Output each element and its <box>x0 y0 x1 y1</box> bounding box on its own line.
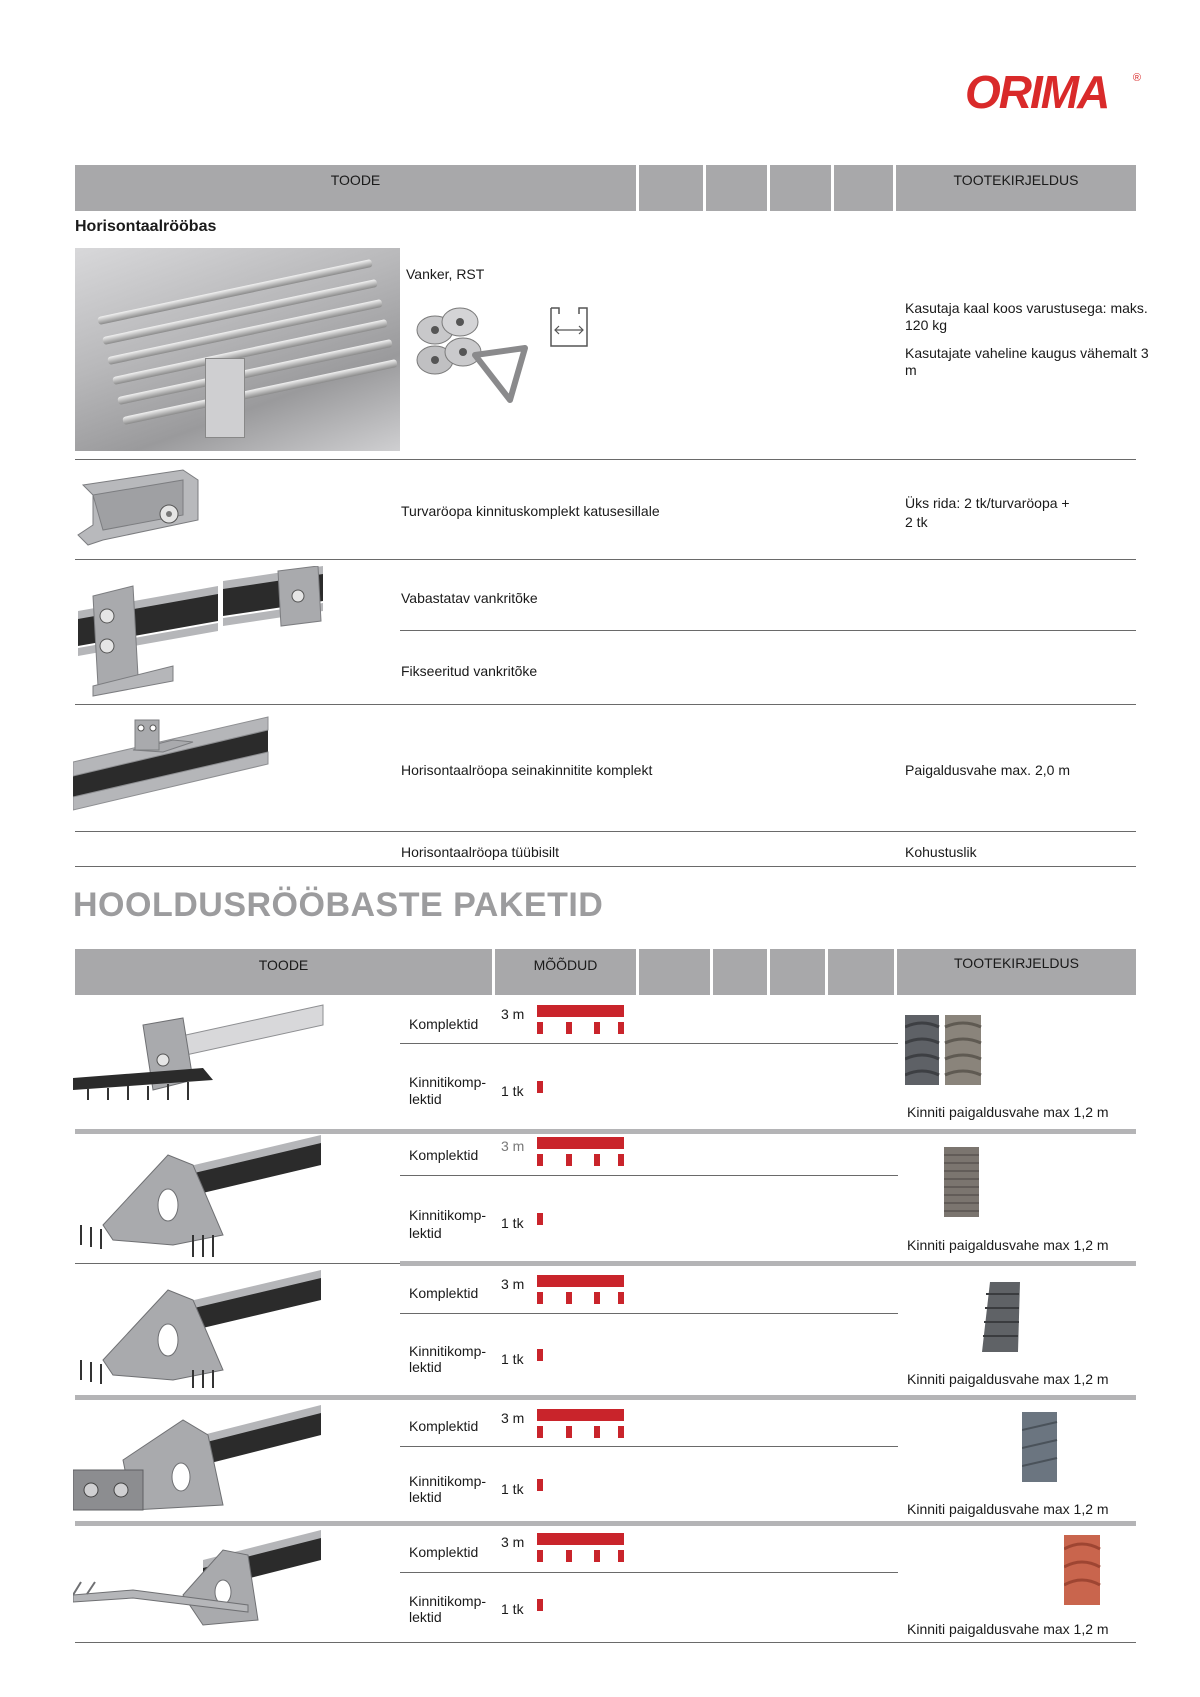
measure-tick <box>537 1213 543 1225</box>
row-desc-vanker-1: Kasutaja kaal koos varustusega: maks. 120 kg <box>905 300 1148 333</box>
group-row1-measure: 3 m <box>501 1138 525 1154</box>
group-row2-measure: 1 tk <box>501 1351 524 1367</box>
header-cell-blank-3 <box>770 949 825 995</box>
measure-tick <box>566 1154 572 1166</box>
measure-tick <box>537 1022 543 1034</box>
group-description: Kinniti paigaldusvahe max 1,2 m <box>907 1104 1109 1120</box>
header-cell-blank-1 <box>639 949 710 995</box>
measure-tick <box>618 1426 624 1438</box>
bridge-clamp-image <box>73 465 203 550</box>
row-name-bridge-kit: Turvaröopa kinnituskomplekt katusesillale <box>401 503 660 519</box>
group-row1-measure: 3 m <box>501 1534 525 1550</box>
row-desc-type-label: Kohustuslik <box>905 844 977 860</box>
group-row1-label: Komplektid <box>409 1147 479 1163</box>
header-cell-blank-1 <box>639 165 703 211</box>
row-desc-vanker-2: Kasutajate vaheline kaugus vähemalt 3 m <box>905 345 1149 378</box>
row-divider <box>75 704 1136 705</box>
header-label-measure: MÕÕDUD <box>533 957 598 973</box>
measure-tick <box>537 1599 543 1611</box>
measure-bar <box>537 1005 624 1017</box>
measure-tick <box>566 1022 572 1034</box>
measure-tick <box>594 1022 600 1034</box>
measure-tick <box>537 1081 543 1093</box>
row-name-release-stop: Vabastatav vankritõke <box>401 590 538 606</box>
group-row2-measure: 1 tk <box>501 1083 524 1099</box>
measure-tick <box>618 1154 624 1166</box>
measure-tick <box>594 1550 600 1562</box>
tile-image-metal <box>1022 1412 1058 1484</box>
group-row1-label: Komplektid <box>409 1285 479 1301</box>
tile-image-clay <box>1064 1535 1102 1607</box>
group-row2-label-b: lektid <box>409 1489 442 1505</box>
header-cell-blank-3 <box>770 165 831 211</box>
header-label-description: TOOTEKIRJELDUS <box>953 172 1079 188</box>
row-desc-bridge-kit-2: 2 tk <box>905 514 928 530</box>
row-desc-bridge-kit-1: Üks rida: 2 tk/turvaröopa + <box>905 495 1070 511</box>
row-divider <box>400 1043 898 1044</box>
row-name-wall-kit: Horisontaalröopa seinakinnitite komplekt <box>401 762 653 778</box>
tile-image-slate <box>982 1282 1022 1354</box>
measure-bar <box>537 1409 624 1421</box>
group-row2-measure: 1 tk <box>501 1481 524 1497</box>
group-row2-label-b: lektid <box>409 1225 442 1241</box>
group-description: Kinniti paigaldusvahe max 1,2 m <box>907 1237 1109 1253</box>
group-description: Kinniti paigaldusvahe max 1,2 m <box>907 1621 1109 1637</box>
package-bracket-image <box>73 1000 325 1105</box>
measure-tick <box>537 1349 543 1361</box>
group-row1-measure: 3 m <box>501 1006 525 1022</box>
package-bracket-image <box>73 1270 325 1390</box>
measure-tick <box>618 1292 624 1304</box>
measure-bar <box>537 1533 624 1545</box>
group-row2-label-a: Kinnitikomp- <box>409 1343 487 1359</box>
group-row2-measure: 1 tk <box>501 1215 524 1231</box>
package-bracket-image <box>73 1135 325 1260</box>
measure-tick <box>537 1479 543 1491</box>
row-name-vanker: Vanker, RST <box>406 266 485 282</box>
group-row2-label-b: lektid <box>409 1091 442 1107</box>
rail-photo <box>75 248 400 451</box>
row-desc-wall-kit: Paigaldusvahe max. 2,0 m <box>905 762 1070 778</box>
measure-tick <box>618 1550 624 1562</box>
measure-tick <box>537 1292 543 1304</box>
group-row2-measure: 1 tk <box>501 1601 524 1617</box>
row-divider <box>75 459 1136 460</box>
tile-image-concrete <box>905 1015 985 1087</box>
group-row1-label: Komplektid <box>409 1544 479 1560</box>
row-name-fixed-stop: Fikseeritud vankritõke <box>401 663 538 679</box>
packages-title: HOOLDUSRÖÖBASTE PAKETID <box>73 886 604 924</box>
row-divider <box>400 1313 898 1314</box>
orima-logo <box>965 66 1141 118</box>
row-divider <box>75 1642 1136 1643</box>
row-divider <box>400 1446 898 1447</box>
group-row1-label: Komplektid <box>409 1418 479 1434</box>
measure-tick <box>566 1426 572 1438</box>
group-description: Kinniti paigaldusvahe max 1,2 m <box>907 1371 1109 1387</box>
header-label-description: TOOTEKIRJELDUS <box>954 955 1079 971</box>
row-divider <box>75 1263 400 1264</box>
tile-image-shingle <box>944 1147 980 1219</box>
measure-tick <box>566 1550 572 1562</box>
logo-text: ORIMA <box>965 66 1109 118</box>
measure-bar <box>537 1137 624 1149</box>
measure-tick <box>594 1292 600 1304</box>
wall-bracket-image <box>73 712 273 822</box>
group-divider <box>75 1395 1136 1400</box>
group-row1-label: Komplektid <box>409 1016 479 1032</box>
row-divider <box>400 1175 898 1176</box>
row-divider <box>400 630 1136 631</box>
header-cell-blank-2 <box>706 165 767 211</box>
row-divider <box>75 559 1136 560</box>
measure-tick <box>618 1022 624 1034</box>
group-row1-measure: 3 m <box>501 1410 525 1426</box>
group-divider <box>75 1521 1136 1526</box>
registered-mark: ® <box>1132 72 1141 84</box>
measure-tick <box>566 1292 572 1304</box>
row-divider <box>75 866 1136 867</box>
group-row2-label-b: lektid <box>409 1359 442 1375</box>
measure-tick <box>537 1550 543 1562</box>
trolley-image <box>405 300 540 410</box>
group-row2-label-a: Kinnitikomp- <box>409 1473 487 1489</box>
header-label-product: TOODE <box>330 172 381 188</box>
group-row2-label-a: Kinnitikomp- <box>409 1593 487 1609</box>
rail-profile-icon <box>543 302 595 354</box>
measure-bar <box>537 1275 624 1287</box>
group-row1-measure: 3 m <box>501 1276 525 1292</box>
group-divider <box>400 1261 1136 1266</box>
group-divider <box>75 1129 1136 1134</box>
measure-tick <box>594 1154 600 1166</box>
header-cell-blank-4 <box>828 949 894 995</box>
row-divider <box>400 1572 898 1573</box>
section-title: Horisontaalrööbas <box>75 218 217 235</box>
row-divider <box>75 831 1136 832</box>
group-row2-label-a: Kinnitikomp- <box>409 1207 487 1223</box>
package-bracket-image <box>73 1530 325 1635</box>
header-label-product: TOODE <box>258 957 309 973</box>
package-bracket-image <box>73 1405 325 1520</box>
group-description: Kinniti paigaldusvahe max 1,2 m <box>907 1501 1109 1517</box>
group-row2-label-b: lektid <box>409 1609 442 1625</box>
header-cell-blank-2 <box>713 949 767 995</box>
measure-tick <box>537 1426 543 1438</box>
trolley-stop-image <box>73 566 328 701</box>
measure-tick <box>594 1426 600 1438</box>
measure-tick <box>537 1154 543 1166</box>
group-row2-label-a: Kinnitikomp- <box>409 1074 487 1090</box>
row-name-type-label: Horisontaalröopa tüübisilt <box>401 844 559 860</box>
header-cell-blank-4 <box>834 165 893 211</box>
